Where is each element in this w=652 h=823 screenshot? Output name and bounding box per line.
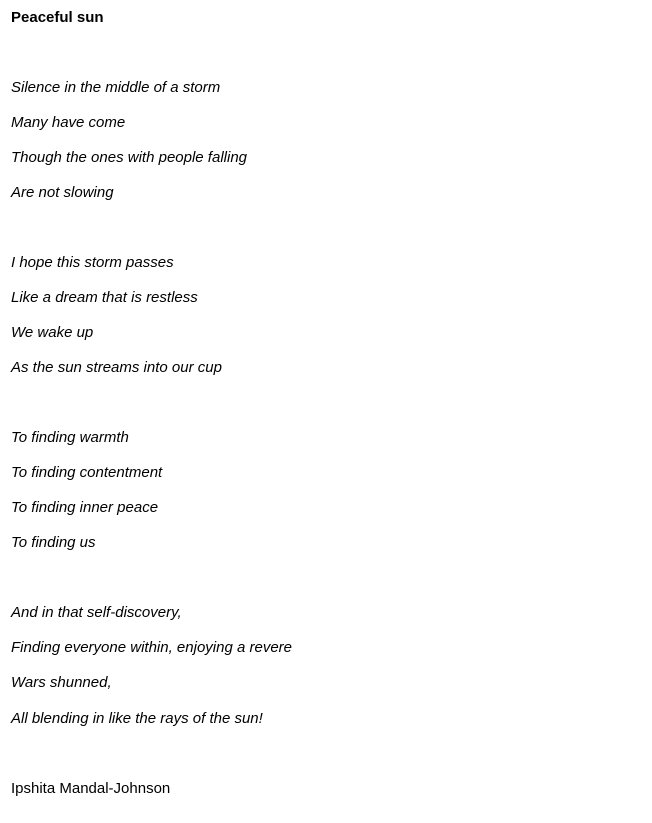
stanza-2-line-1: I hope this storm passes [11, 254, 174, 271]
stanza-3-line-1: To finding warmth [11, 429, 129, 446]
stanza-3-line-2: To finding contentment [11, 464, 163, 481]
stanza-1-line-3: Though the ones with people falling [11, 149, 248, 166]
stanza-3-line-3: To finding inner peace [11, 499, 159, 516]
stanza-1-line-2: Many have come [11, 114, 126, 131]
stanza-3-line-4: To finding us [11, 534, 96, 551]
stanza-2-line-3: We wake up [11, 324, 94, 341]
poem-author: Ipshita Mandal-Johnson [11, 780, 171, 797]
stanza-2-line-2: Like a dream that is restless [11, 289, 198, 306]
stanza-4-line-3: Wars shunned, [11, 674, 112, 691]
stanza-1-line-1: Silence in the middle of a storm [11, 79, 221, 96]
stanza-2-line-4: As the sun streams into our cup [11, 359, 222, 376]
stanza-4-line-1: And in that self-discovery, [11, 604, 182, 621]
stanza-4-line-2: Finding everyone within, enjoying a revere [11, 639, 292, 656]
stanza-4-line-4: All blending in like the rays of the sun! [11, 710, 263, 727]
poem-title: Peaceful sun [11, 9, 104, 26]
stanza-1-line-4: Are not slowing [11, 184, 114, 201]
